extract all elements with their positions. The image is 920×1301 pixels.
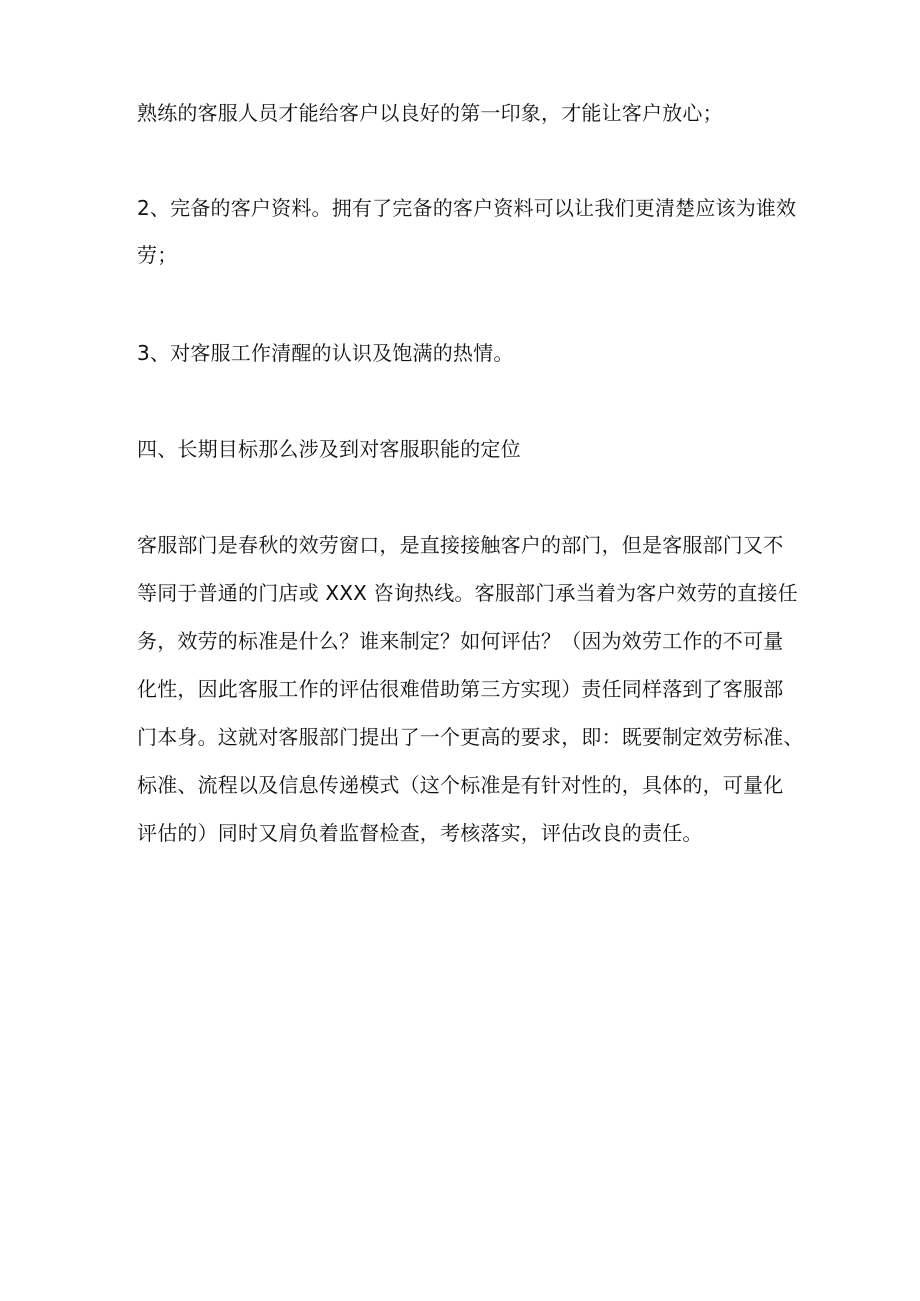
body-paragraph-line-2: 等同于普通的门店或 XXX 咨询热线。客服部门承当着为客户效劳的直接任	[137, 581, 798, 605]
body-paragraph-line-3: 务，效劳的标准是什么？谁来制定？如何评估？（因为效劳工作的不可量	[137, 629, 784, 653]
paragraph-line-1: 熟练的客服人员才能给客户以良好的第一印象，才能让客户放心；	[137, 101, 723, 125]
section-heading-4: 四、长期目标那么涉及到对客服职能的定位	[137, 437, 521, 461]
list-item-2-line-2: 劳；	[137, 243, 178, 267]
body-paragraph-line-5: 门本身。这就对客服部门提出了一个更高的要求，即：既要制定效劳标准、	[137, 725, 804, 749]
body-paragraph-line-4: 化性，因此客服工作的评估很难借助第三方实现）责任同样落到了客服部	[137, 677, 784, 701]
body-paragraph-line-7: 评估的）同时又肩负着监督检查，考核落实，评估改良的责任。	[137, 821, 703, 845]
list-item-2-line-1: 2、完备的客户资料。拥有了完备的客户资料可以让我们更清楚应该为谁效	[137, 196, 797, 220]
body-paragraph-line-6: 标准、流程以及信息传递模式（这个标准是有针对性的，具体的，可量化	[137, 773, 784, 797]
list-item-3: 3、对客服工作清醒的认识及饱满的热情。	[137, 341, 514, 365]
body-paragraph-line-1: 客服部门是春秋的效劳窗口，是直接接触客户的部门，但是客服部门又不	[137, 533, 784, 557]
